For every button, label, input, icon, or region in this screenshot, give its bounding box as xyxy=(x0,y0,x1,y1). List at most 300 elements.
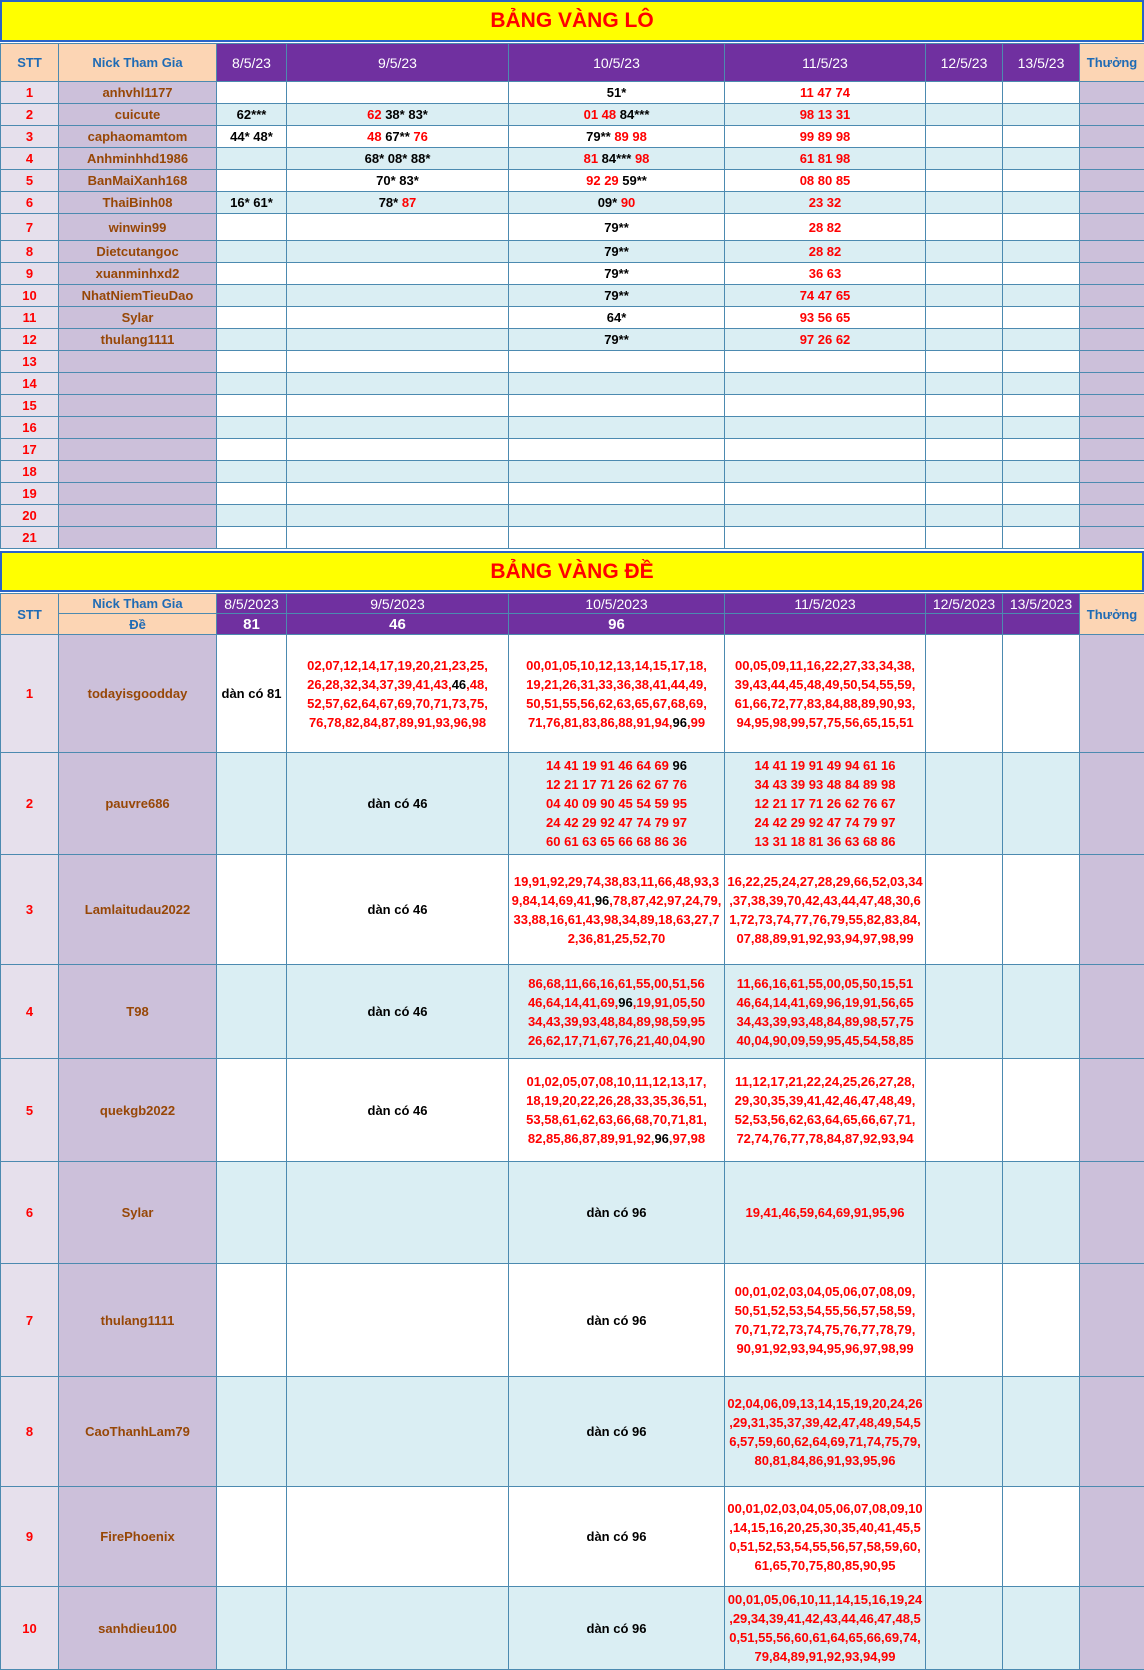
date-cell xyxy=(1003,263,1080,285)
cell-text: 0,51,55,56,60,61,64,65,66,69,74, xyxy=(729,1630,921,1645)
row-stt: 2 xyxy=(1,753,59,855)
date-cell xyxy=(509,1162,725,1264)
row-thuong xyxy=(1080,126,1144,148)
row-stt: 11 xyxy=(1,307,59,329)
cell-text: 00,01,02,03,04,05,06,07,08,09,10 xyxy=(727,1501,922,1516)
table-row xyxy=(1,439,1144,461)
row-thuong xyxy=(1080,635,1144,753)
cell-text: ,37,38,39,70,42,43,44,47,48,30,6 xyxy=(729,893,921,908)
date-cell xyxy=(725,855,926,965)
table-row xyxy=(1,307,1144,329)
date-cell xyxy=(509,214,725,241)
date-cell xyxy=(509,395,725,417)
cell-text: 40,04,90,09,59,95,45,54,58,85 xyxy=(736,1033,913,1048)
date-cell xyxy=(926,483,1003,505)
row-stt: 10 xyxy=(1,1587,59,1670)
date-cell xyxy=(1003,417,1080,439)
row-stt: 19 xyxy=(1,483,59,505)
de-numbers xyxy=(287,900,508,919)
date-cell xyxy=(287,461,509,483)
cell-text: 19,91,92,29,74,38,83,11,66,48,93,3 xyxy=(514,874,719,889)
cell-text: 46,64,14,41,69,96,19,91,56,65 xyxy=(736,995,913,1010)
date-cell xyxy=(287,1587,509,1670)
header-date: 11/5/23 xyxy=(725,44,926,82)
de-table-title: BẢNG VÀNG ĐỀ xyxy=(0,551,1144,592)
date-cell xyxy=(509,1059,725,1162)
table-row xyxy=(1,170,1144,192)
cell-text: 71,76,81,83,86,88,91,94, xyxy=(528,715,673,730)
date-cell xyxy=(217,1487,287,1587)
date-cell xyxy=(287,527,509,549)
date-cell xyxy=(926,965,1003,1059)
date-cell xyxy=(509,1587,725,1670)
row-nick: ThaiBinh08 xyxy=(59,192,217,214)
cell-text: 96 xyxy=(654,1131,668,1146)
row-stt: 5 xyxy=(1,170,59,192)
date-cell xyxy=(926,126,1003,148)
row-thuong xyxy=(1080,263,1144,285)
de-numbers xyxy=(725,656,925,732)
de-numbers xyxy=(509,872,724,948)
cell-text: 96 xyxy=(673,758,687,773)
row-stt: 15 xyxy=(1,395,59,417)
lo-table-title: BẢNG VÀNG LÔ xyxy=(0,0,1144,42)
de-numbers xyxy=(287,1101,508,1120)
date-cell xyxy=(725,241,926,263)
cell-text: 92 29 xyxy=(586,173,619,188)
date-cell xyxy=(509,483,725,505)
cell-text: 62*** xyxy=(237,107,267,122)
date-cell xyxy=(287,241,509,263)
date-cell xyxy=(509,285,725,307)
cell-text: dàn có 96 xyxy=(587,1313,647,1328)
row-stt: 8 xyxy=(1,1377,59,1487)
cell-text: 24 42 29 92 47 74 79 97 xyxy=(755,815,896,830)
date-cell xyxy=(1003,527,1080,549)
date-cell xyxy=(926,461,1003,483)
cell-text: 60 61 63 65 66 68 86 36 xyxy=(546,834,687,849)
cell-text: 96 xyxy=(595,893,609,908)
date-cell xyxy=(509,855,725,965)
row-stt: 2 xyxy=(1,104,59,126)
row-stt: 13 xyxy=(1,351,59,373)
cell-text: 98 13 31 xyxy=(800,107,851,122)
cell-text: 28 82 xyxy=(809,244,842,259)
row-stt: 9 xyxy=(1,263,59,285)
cell-text: 89 98 xyxy=(614,129,647,144)
date-cell xyxy=(217,1377,287,1487)
date-cell xyxy=(509,82,725,104)
date-cell xyxy=(217,1264,287,1377)
date-cell xyxy=(287,1264,509,1377)
date-cell xyxy=(1003,439,1080,461)
date-cell xyxy=(217,148,287,170)
date-cell xyxy=(1003,505,1080,527)
cell-text: 76 xyxy=(413,129,427,144)
row-nick: BanMaiXanh168 xyxy=(59,170,217,192)
de-numbers xyxy=(725,1499,925,1575)
row-thuong xyxy=(1080,965,1144,1059)
header-date: 12/5/23 xyxy=(926,44,1003,82)
row-thuong xyxy=(1080,461,1144,483)
row-nick: todayisgoodday xyxy=(59,635,217,753)
cell-text: 99 89 98 xyxy=(800,129,851,144)
cell-text: 52,53,56,62,63,64,65,66,67,71, xyxy=(735,1112,916,1127)
date-cell xyxy=(725,1162,926,1264)
cell-text: 19,41,46,59,64,69,91,95,96 xyxy=(745,1205,904,1220)
row-thuong xyxy=(1080,104,1144,126)
date-cell xyxy=(926,439,1003,461)
de-numbers xyxy=(509,974,724,1050)
date-cell xyxy=(1003,965,1080,1059)
date-cell xyxy=(725,170,926,192)
row-nick: thulang1111 xyxy=(59,1264,217,1377)
de-header-row xyxy=(1,594,1144,614)
date-cell xyxy=(725,263,926,285)
cell-text: 01,02,05,07,08,10,11,12,13,17, xyxy=(526,1074,706,1089)
cell-text: 87 xyxy=(402,195,416,210)
cell-text: 94,95,98,99,57,75,56,65,15,51 xyxy=(736,715,913,730)
table-row xyxy=(1,417,1144,439)
table-row xyxy=(1,241,1144,263)
row-thuong xyxy=(1080,1264,1144,1377)
cell-text: dàn có 46 xyxy=(368,902,428,917)
de-numbers xyxy=(725,1282,925,1358)
cell-text: 16* 61* xyxy=(230,195,273,210)
table-row xyxy=(1,1377,1144,1487)
row-thuong xyxy=(1080,285,1144,307)
header-stt: STT xyxy=(1,44,59,82)
row-nick xyxy=(59,395,217,417)
de-numbers xyxy=(509,1422,724,1441)
date-cell xyxy=(287,214,509,241)
cell-text: 46 xyxy=(452,677,466,692)
date-cell xyxy=(926,104,1003,126)
header-thuong: Thưởng xyxy=(1080,44,1144,82)
date-cell xyxy=(725,483,926,505)
date-cell xyxy=(217,461,287,483)
cell-text: 36 63 xyxy=(809,266,842,281)
date-cell xyxy=(287,1377,509,1487)
date-cell xyxy=(725,214,926,241)
date-cell xyxy=(217,417,287,439)
date-cell xyxy=(1003,104,1080,126)
date-cell xyxy=(509,351,725,373)
table-row xyxy=(1,635,1144,753)
row-nick xyxy=(59,461,217,483)
table-row xyxy=(1,483,1144,505)
cell-text: 79** xyxy=(604,288,629,303)
row-stt: 14 xyxy=(1,373,59,395)
cell-text: 78* xyxy=(379,195,402,210)
row-thuong xyxy=(1080,241,1144,263)
row-stt: 1 xyxy=(1,82,59,104)
row-nick: FirePhoenix xyxy=(59,1487,217,1587)
cell-text: 00,01,05,10,12,13,14,15,17,18, xyxy=(526,658,707,673)
date-cell xyxy=(287,351,509,373)
cell-text: 90 xyxy=(621,195,635,210)
header-date: 10/5/23 xyxy=(509,44,725,82)
row-stt: 7 xyxy=(1,214,59,241)
date-cell xyxy=(509,170,725,192)
table-row xyxy=(1,965,1144,1059)
cell-text: ,19,91,05,50 xyxy=(633,995,705,1010)
cell-text: 28 82 xyxy=(809,220,842,235)
date-cell xyxy=(509,104,725,126)
cell-text: 61 81 98 xyxy=(800,151,851,166)
row-nick: NhatNiemTieuDao xyxy=(59,285,217,307)
row-thuong xyxy=(1080,395,1144,417)
date-cell xyxy=(217,527,287,549)
date-cell xyxy=(1003,285,1080,307)
row-thuong xyxy=(1080,483,1144,505)
date-cell xyxy=(217,307,287,329)
date-cell xyxy=(1003,241,1080,263)
cell-text: 6,57,59,60,62,64,69,71,74,75,79, xyxy=(729,1434,921,1449)
row-nick xyxy=(59,417,217,439)
header-date: 13/5/23 xyxy=(1003,44,1080,82)
result-value xyxy=(1003,614,1080,635)
table-row xyxy=(1,1587,1144,1670)
date-cell xyxy=(287,965,509,1059)
row-nick: cuicute xyxy=(59,104,217,126)
cell-text: 01 48 xyxy=(584,107,617,122)
date-cell xyxy=(926,753,1003,855)
row-stt: 16 xyxy=(1,417,59,439)
header-nick: Nick Tham Gia xyxy=(59,594,217,614)
row-thuong xyxy=(1080,1487,1144,1587)
date-cell xyxy=(926,329,1003,351)
de-numbers xyxy=(509,1072,724,1148)
row-thuong xyxy=(1080,170,1144,192)
date-cell xyxy=(217,1059,287,1162)
de-results-table xyxy=(0,593,1144,1670)
cell-text: 96 xyxy=(673,715,687,730)
result-value xyxy=(926,614,1003,635)
cell-text: 11,12,17,21,22,24,25,26,27,28, xyxy=(735,1074,915,1089)
row-nick xyxy=(59,483,217,505)
cell-text: dàn có 46 xyxy=(368,1004,428,1019)
cell-text: dàn có 96 xyxy=(587,1529,647,1544)
date-cell xyxy=(926,82,1003,104)
date-cell xyxy=(926,527,1003,549)
date-cell xyxy=(926,351,1003,373)
cell-text: 80,81,84,86,91,93,95,96 xyxy=(755,1453,896,1468)
cell-text: 34 43 39 93 48 84 89 98 xyxy=(755,777,896,792)
date-cell xyxy=(509,1487,725,1587)
cell-text: 14 41 19 91 49 94 61 16 xyxy=(755,758,896,773)
date-cell xyxy=(725,1487,926,1587)
date-cell xyxy=(725,351,926,373)
date-cell xyxy=(509,307,725,329)
de-numbers xyxy=(725,974,925,1050)
header-date: 9/5/2023 xyxy=(287,594,509,614)
cell-text: 97 26 62 xyxy=(800,332,851,347)
row-thuong xyxy=(1080,82,1144,104)
header-date: 10/5/2023 xyxy=(509,594,725,614)
date-cell xyxy=(1003,373,1080,395)
de-numbers xyxy=(725,1072,925,1148)
date-cell xyxy=(287,192,509,214)
date-cell xyxy=(725,104,926,126)
date-cell xyxy=(926,285,1003,307)
date-cell xyxy=(1003,395,1080,417)
cell-text: 79** xyxy=(586,129,614,144)
cell-text: 29,30,35,39,41,42,46,47,48,49, xyxy=(735,1093,916,1108)
date-cell xyxy=(926,1162,1003,1264)
date-cell xyxy=(926,1264,1003,1377)
cell-text: 26,62,17,71,67,76,21,40,04,90 xyxy=(528,1033,705,1048)
date-cell xyxy=(725,373,926,395)
row-nick: quekgb2022 xyxy=(59,1059,217,1162)
cell-text: 07,88,89,91,92,93,94,97,98,99 xyxy=(736,931,913,946)
date-cell xyxy=(217,1162,287,1264)
row-stt: 8 xyxy=(1,241,59,263)
table-row xyxy=(1,395,1144,417)
table-row xyxy=(1,214,1144,241)
de-result-row xyxy=(1,614,1144,635)
header-date: 8/5/2023 xyxy=(217,594,287,614)
cell-text: 82,85,86,87,89,91,92, xyxy=(528,1131,655,1146)
date-cell xyxy=(926,1377,1003,1487)
date-cell xyxy=(217,395,287,417)
date-cell xyxy=(217,104,287,126)
date-cell xyxy=(287,373,509,395)
row-stt: 6 xyxy=(1,1162,59,1264)
date-cell xyxy=(217,214,287,241)
date-cell xyxy=(287,263,509,285)
date-cell xyxy=(725,439,926,461)
cell-text: 00,01,02,03,04,05,06,07,08,09, xyxy=(735,1284,916,1299)
date-cell xyxy=(287,635,509,753)
cell-text: 68* 08* 88* xyxy=(365,151,431,166)
date-cell xyxy=(217,192,287,214)
cell-text: 52,57,62,64,67,69,70,71,73,75, xyxy=(307,696,488,711)
date-cell xyxy=(287,395,509,417)
date-cell xyxy=(509,417,725,439)
date-cell xyxy=(217,373,287,395)
table-row xyxy=(1,527,1144,549)
row-stt: 4 xyxy=(1,148,59,170)
date-cell xyxy=(1003,855,1080,965)
date-cell xyxy=(287,104,509,126)
table-row xyxy=(1,285,1144,307)
date-cell xyxy=(1003,192,1080,214)
cell-text: 79** xyxy=(604,220,629,235)
date-cell xyxy=(287,329,509,351)
date-cell xyxy=(725,527,926,549)
cell-text: 11 47 74 xyxy=(800,85,850,100)
date-cell xyxy=(725,505,926,527)
date-cell xyxy=(1003,1059,1080,1162)
row-thuong xyxy=(1080,329,1144,351)
date-cell xyxy=(1003,148,1080,170)
cell-text: 79,84,89,91,92,93,94,99 xyxy=(755,1649,896,1664)
row-thuong xyxy=(1080,307,1144,329)
date-cell xyxy=(725,417,926,439)
date-cell xyxy=(287,82,509,104)
de-numbers xyxy=(725,1203,925,1222)
cell-text: 09* xyxy=(598,195,621,210)
row-stt: 10 xyxy=(1,285,59,307)
row-nick: thulang1111 xyxy=(59,329,217,351)
date-cell xyxy=(926,307,1003,329)
cell-text: 02,07,12,14,17,19,20,21,23,25, xyxy=(307,658,488,673)
row-stt: 4 xyxy=(1,965,59,1059)
date-cell xyxy=(926,855,1003,965)
row-nick: Dietcutangoc xyxy=(59,241,217,263)
row-thuong xyxy=(1080,1162,1144,1264)
date-cell xyxy=(926,263,1003,285)
cell-text: 9,84,14,69,41, xyxy=(512,893,595,908)
cell-text: dàn có 96 xyxy=(587,1424,647,1439)
date-cell xyxy=(725,965,926,1059)
cell-text: 62 xyxy=(367,107,381,122)
date-cell xyxy=(287,753,509,855)
row-thuong xyxy=(1080,373,1144,395)
date-cell xyxy=(217,1587,287,1670)
cell-text: 00,01,05,06,10,11,14,15,16,19,24 xyxy=(728,1592,922,1607)
header-de-label: Đề xyxy=(59,614,217,635)
date-cell xyxy=(725,192,926,214)
header-date: 8/5/23 xyxy=(217,44,287,82)
cell-text: ,29,34,39,41,42,43,44,46,47,48,5 xyxy=(729,1611,921,1626)
cell-text: 51* xyxy=(607,85,627,100)
date-cell xyxy=(1003,214,1080,241)
date-cell xyxy=(1003,126,1080,148)
table-row xyxy=(1,1162,1144,1264)
de-numbers xyxy=(287,656,508,732)
cell-text: 70,71,72,73,74,75,76,77,78,79, xyxy=(735,1322,916,1337)
date-cell xyxy=(287,855,509,965)
date-cell xyxy=(1003,351,1080,373)
de-numbers xyxy=(509,1203,724,1222)
date-cell xyxy=(217,505,287,527)
date-cell xyxy=(217,170,287,192)
date-cell xyxy=(217,439,287,461)
table-row xyxy=(1,104,1144,126)
date-cell xyxy=(725,1587,926,1670)
table-row xyxy=(1,82,1144,104)
date-cell xyxy=(509,461,725,483)
header-date: 13/5/2023 xyxy=(1003,594,1080,614)
date-cell xyxy=(725,126,926,148)
cell-text: 12 21 17 71 26 62 76 67 xyxy=(755,796,896,811)
date-cell xyxy=(926,373,1003,395)
table-row xyxy=(1,263,1144,285)
de-numbers xyxy=(725,756,925,851)
cell-text: ,78,87,42,97,24,79, xyxy=(609,893,721,908)
date-cell xyxy=(509,505,725,527)
de-numbers xyxy=(509,756,724,851)
row-nick xyxy=(59,439,217,461)
row-nick: caphaomamtom xyxy=(59,126,217,148)
cell-text: 24 42 29 92 47 74 79 97 xyxy=(546,815,687,830)
date-cell xyxy=(217,965,287,1059)
row-thuong xyxy=(1080,439,1144,461)
cell-text: dàn có 46 xyxy=(368,796,428,811)
cell-text: 23 32 xyxy=(809,195,842,210)
cell-text: dàn có 81 xyxy=(222,686,282,701)
date-cell xyxy=(926,1059,1003,1162)
de-numbers xyxy=(725,872,925,948)
cell-text: 61,65,70,75,80,85,90,95 xyxy=(755,1558,896,1573)
date-cell xyxy=(287,505,509,527)
cell-text: 34,43,39,93,48,84,89,98,59,95 xyxy=(528,1014,705,1029)
date-cell xyxy=(1003,753,1080,855)
row-nick: winwin99 xyxy=(59,214,217,241)
result-value: 46 xyxy=(287,614,509,635)
